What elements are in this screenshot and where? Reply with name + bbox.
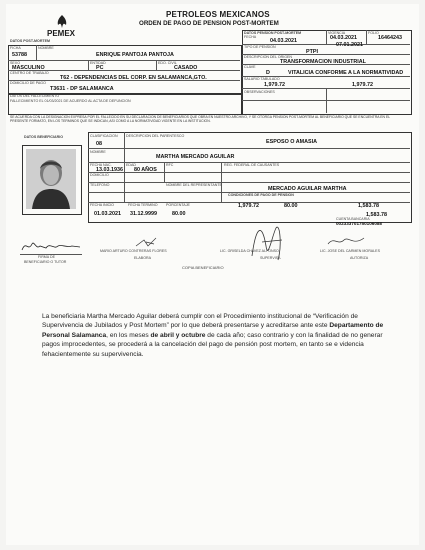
beneficiary-signature [20, 238, 82, 254]
beneficiary-name: MARTHA MERCADO AGUILAR [156, 154, 235, 160]
monto-2: 1,583.78 [358, 203, 379, 209]
autoriza-signature [326, 234, 366, 248]
ficha-value: 53788 [12, 52, 27, 58]
notice-paragraph: La beneficiaria Martha Mercado Aguilar deberá cumplir con el Procedimiento institucional de “Verificación de Supervivencia de Jubilados y Post Mortem” por lo que deberá presentarse y acreditarse ante este Departamento de Personal Salamanca, en los meses de abril y octubre de cada año; caso contrario y con la finalidad de no generar pagos improcedentes, se procederá a la cancelación del pago de pensión post mortem, en tanto se e videncia fehacientemente su supervivencia. [42, 313, 384, 358]
document-sheet: PEMEX PETROLEOS MEXICANOS ORDEN DE PAGO DE PENSION POST-MORTEM DATOS POST-MORTEM FICHA 53788 NOMBRE ENRIQUE PANTOJA PANTOJA SEXO MASCULINO ENTIDAD PC EDO. CIVIL CASADO CENTRO DE TRABAJO T62 - DEPENDENCIAS DEL CORP. EN SALAMANCA,GTO. DOMICILIO DE PAGO T3631 - DP SALAMANCA DATOS DEL FALLECIMIENTO FALLECIMIENTO EL 01/03/2021 DE ACUERDO AL ACTA DE DEFUNCION DATOS PENSION POST-MORTEM FECHA 04.03.2021 VIGENCIA 04.03.2021 07.01.2021 FOLIO 16464243 TIPO DE PENSION PTPI DESCRIPCION DEL ORIGEN TRANSFORMACION INDUSTRIAL CLAVE D VITALICIA CONFORME A LA NORMATIVIDAD SALARIO TABULADO 1,979.72 1,979.72 OBSERVACIONES SE ACUERDA CON LA DESIGNACION EXPRESA POR EL FALLECIDO EN SU DECLARACION DE BENEFICIARIOS QUE OBRA EN NUESTRO ARCHIVO, Y SE OTORGA PENSION POST-MORTEM AL BENEFICIARIO QUE SE ENCUENTRA EN EL PRESENTE FORMATO, EN LOS TERMINOS QUE SE INDICAN, ASI COMO A LA NORMATIVIDAD VIGENTE EN LA INSTITUCION. DATOS BENEFICIARIO CLASIFICACION 08 DESCRIPCION DEL PARENTESCO ESPOSO O AMASIA NOMBRE MARTHA MERCADO AGUILAR FECHA NAC. 13.03.1936 EDAD 80 AÑOS RFC REG. FEDERAL DE CAUSANTES DOMICILIO TELEFONO NOMBRE DEL REPRESENTANTE MERCADO AGUILAR MARTHA CONDICIONES DE PAGO DE PENSION FECHA INICIO 01.03.2021 FECHA TERMINO 31.12.9999 PORCENTAJE 80.00 1,979.72 80.00 1,583.78 1,583.78 CUENTA BANCARIA 002333701750106088 FIRMA DE BENEFICIARIO O TUTOR MARIO ARTURO CONTRERAS FLORES ELABORA LIC. GRISELDA CHAVEZ ALFONSO SUPERVISA LIC. JOSE DEL CARMEN MORALES AUTORIZA COPIA BENEFICIARIO La beneficiaria Martha Mercado Aguilar deberá cumplir con el Procedimiento institucional de “Verificación de Supervivencia de Jubilados y Post Mortem” por lo que deberá presentarse y acreditarse ante este Departamento de Personal Salamanca, en los meses de abril y octubre de cada año; caso contrario y con la finalidad de no generar pagos improcedentes, se procederá a la cancelación del pago de pensión post mortem, en tanto se e videncia fehacientemente su supervivencia. [6, 4, 419, 545]
termino-value: 31.12.9999 [130, 211, 157, 217]
pension-fecha: 04.03.2021 [270, 38, 297, 44]
edo-civil-value: CASADO [174, 65, 198, 71]
pension-neta: 1,583.78 [366, 212, 387, 218]
porcentaje-value: 80.00 [172, 211, 186, 217]
fecha-nac-value: 13.03.1936 [96, 167, 123, 173]
copia-label: COPIA BENEFICIARIO [182, 265, 224, 270]
entidad-value: PC [96, 65, 104, 71]
pension-clave-desc: VITALICIA CONFORME A LA NORMATIVIDAD [288, 70, 404, 76]
elabora-signature [134, 236, 162, 250]
edad-value: 80 AÑOS [134, 167, 157, 173]
pension-clave: D [266, 70, 270, 76]
monto-1: 1,979.72 [238, 203, 259, 209]
beneficiary-table [88, 132, 412, 223]
company-title: PETROLEOS MEXICANOS [166, 10, 270, 19]
section-label-post-mortem: DATOS POST-MORTEM [10, 39, 50, 43]
document-title: ORDEN DE PAGO DE PENSION POST-MORTEM [139, 20, 279, 27]
centro-value: T62 - DEPENDENCIAS DEL CORP. EN SALAMANCA,GTO. [60, 75, 207, 81]
pension-salario-2: 1,979.72 [352, 82, 373, 88]
pension-fecha-inicial: 04.03.2021 [330, 35, 357, 41]
representante-value: MERCADO AGUILAR MARTHA [268, 186, 347, 192]
clasificacion-value: 08 [96, 141, 102, 147]
pension-tipo: PTPI [306, 49, 318, 55]
pemex-eagle-icon [54, 14, 70, 30]
domicilio-value: T3631 - DP SALAMANCA [50, 86, 114, 92]
inicio-value: 01.03.2021 [94, 211, 121, 217]
pension-descripcion: TRANSFORMACION INDUSTRIAL [280, 59, 366, 65]
monto-pct: 80.00 [284, 203, 298, 209]
autorizo-name: LIC. JOSE DEL CARMEN MORALES [320, 249, 380, 253]
superviso-name: LIC. GRISELDA CHAVEZ ALFONSO [220, 249, 279, 253]
legal-text: SE ACUERDA CON LA DESIGNACION EXPRESA POR EL FALLECIDO EN SU DECLARACION DE BENEFICIARIOS QUE OBRA EN NUESTRO ARCHIVO, Y SE OTORGA PENSION POST-MORTEM AL BENEFICIARIO QUE SE ENCUENTRA EN EL PRESENTE FORMATO, EN LOS TERMINOS QUE SE INDICAN, ASI COMO A LA NORMATIVIDAD VIGENTE EN LA INSTITUCION. [10, 115, 390, 124]
parentesco-value: ESPOSO O AMASIA [266, 139, 318, 145]
beneficiary-photo [26, 149, 76, 209]
pension-fecha-vigencia: 07.01.2021 [336, 42, 363, 48]
pension-folio: 16464243 [378, 35, 402, 41]
sexo-value: MASCULINO [12, 65, 45, 71]
brand-name: PEMEX [47, 29, 76, 38]
pension-salario: 1,979.72 [264, 82, 285, 88]
nombre-value: ENRIQUE PANTOJA PANTOJA [96, 52, 174, 58]
elaboro-name: MARIO ARTURO CONTRERAS FLORES [100, 249, 167, 253]
cuenta-value: 002333701750106088 [336, 221, 382, 226]
